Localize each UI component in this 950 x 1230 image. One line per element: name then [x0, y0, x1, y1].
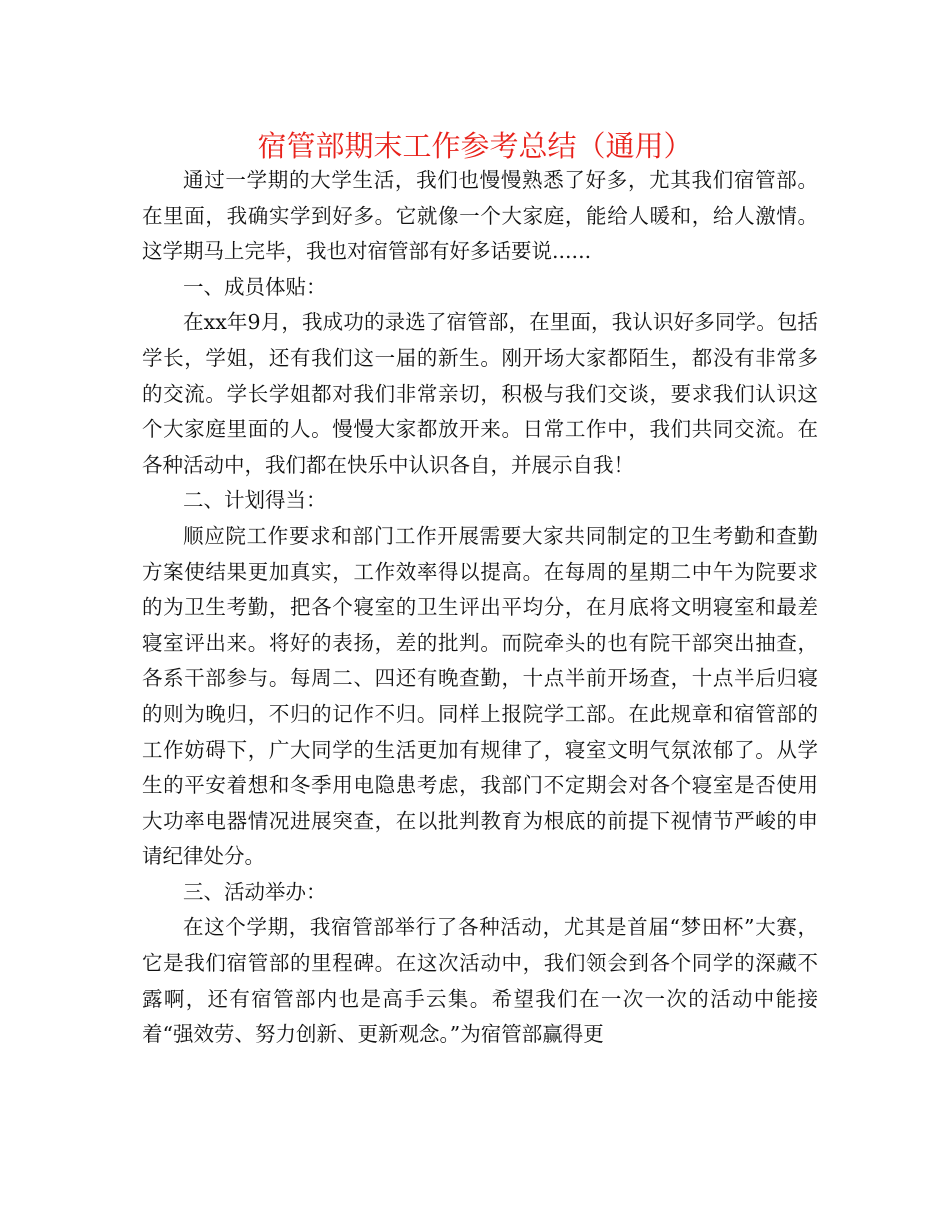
- paragraph-intro: 通过一学期的大学生活，我们也慢慢熟悉了好多，尤其我们宿管部。在里面，我确实学到好多。它就像一个大家庭，能给人暖和，给人激情。这学期马上完毕，我也对宿管部有好多话要说......: [142, 168, 818, 264]
- section-heading-planning: 二、计划得当：: [183, 488, 327, 513]
- document-body: [142, 163, 818, 1053]
- paragraph-members: 在xx年9月，我成功的录选了宿管部，在里面，我认识好多同学。包括学长，学姐，还有我们这一届的新生。刚开场大家都陌生，都没有非常多的交流。学长学姐都对我们非常亲切，积极与我们交谈，要求我们认识这个大家庭里面的人。慢慢大家都放开来。日常工作中，我们共同交流。在各种活动中，我们都在快乐中认识各自，并展示自我！: [142, 310, 818, 477]
- document-title: 宿管部期末工作参考总结（通用）: [257, 129, 693, 163]
- section-heading-members: 一、成员体贴：: [183, 274, 327, 299]
- paragraph-planning: 顺应院工作要求和部门工作开展需要大家共同制定的卫生考勤和查勤方案使结果更加真实，工作效率得以提高。在每周的星期二中午为院要求的为卫生考勤，把各个寝室的卫生评出平均分，在月底将文明寝室和最差寝室评出来。将好的表扬，差的批判。而院牵头的也有院干部突出抽查，各系干部参与。每周二、四还有晚查勤，十点半前开场查，十点半后归寝的则为晚归，不归的记作不归。同样上报院学工部。在此规章和宿管部的工作妨碍下，广大同学的生活更加有规律了，寝室文明气氛浓郁了。从学生的平安着想和冬季用电隐患考虑，我部门不定期会对各个寝室是否使用大功率电器情况进展突查，在以批判教育为根底的前提下视情节严峻的申请纪律处分。: [142, 523, 818, 869]
- section-heading-activities: 三、活动举办：: [183, 879, 327, 904]
- paragraph-activities: 在这个学期，我宿管部举行了各种活动，尤其是首届“梦田杯”大赛，它是我们宿管部的里程碑。在这次活动中，我们领会到各个同学的深藏不露啊，还有宿管部内也是高手云集。希望我们在一次一次的活动中能接着“强效劳、努力创新、更新观念。”为宿管部赢得更: [142, 915, 818, 1047]
